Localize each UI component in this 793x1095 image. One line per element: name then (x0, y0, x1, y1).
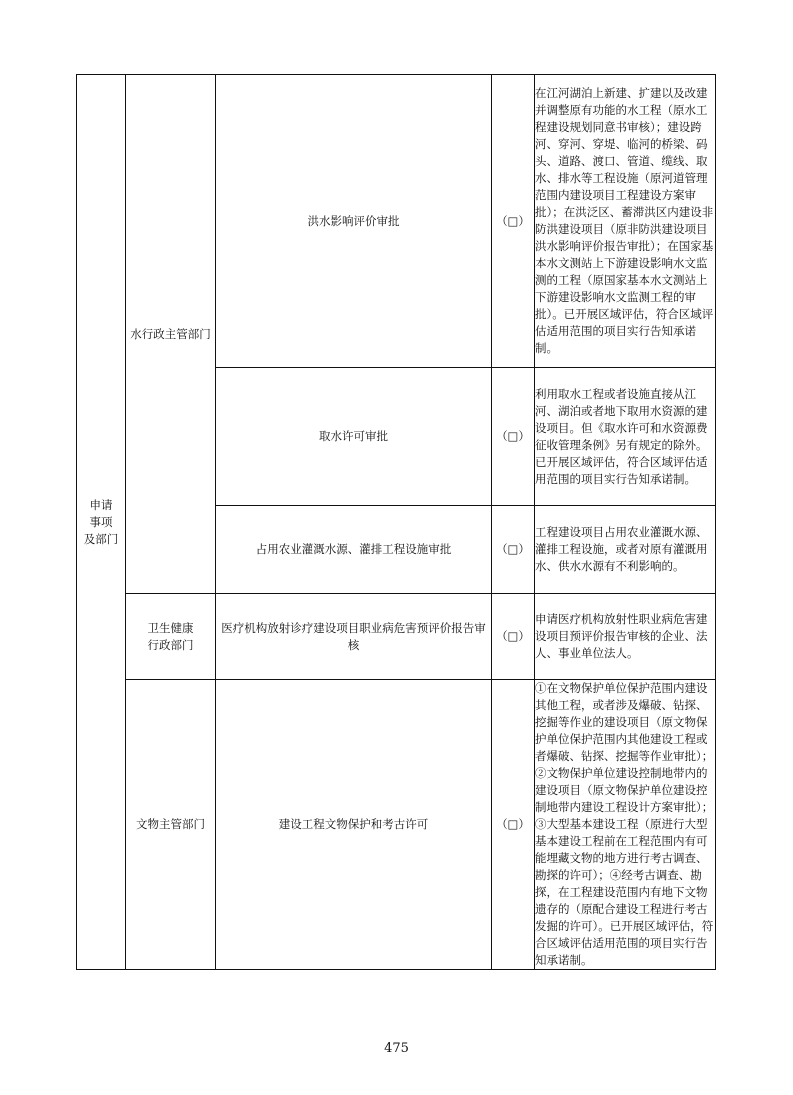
scope-text: 在江河湖泊上新建、扩建以及改建并调整原有功能的水工程（原水工程建设规划同意书审核）；建设跨河、穿河、穿堤、临河的桥梁、码头、道路、渡口、管道、缆线、取水、排水等工程设施（原河道管理范围内建设项目工程建设方案审批）；在洪泛区、蓄滞洪区内建设非防洪建设项目（原非防洪建设项目洪水影响评价报告审批）；在国家基本水文测站上下游建设影响水文监测的工程（原国家基本水文测站上下游建设影响水文监测工程的审批）。已开展区域评估，符合区域评估适用范围的项目实行告知承诺制。 (535, 86, 714, 355)
dept-label: 文物主管部门 (136, 817, 205, 831)
table-row (77, 594, 716, 680)
item-cell (216, 594, 492, 680)
table-row (77, 75, 716, 368)
dept-cell-health (126, 594, 216, 680)
mark-cell (492, 368, 535, 506)
scope-cell (535, 594, 716, 680)
approval-items-table (76, 74, 716, 970)
checkbox-mark: （□） (496, 629, 530, 643)
scope-cell (535, 680, 716, 970)
mark-cell (492, 680, 535, 970)
scope-text: 工程建设项目占用农业灌溉水源、灌排工程设施，或者对原有灌溉用水、供水水源有不利影响的。 (535, 525, 708, 573)
dept-cell-heritage (126, 680, 216, 970)
dept-label: 水行政主管部门 (130, 326, 211, 341)
item-label: 占用农业灌溉水源、灌排工程设施审批 (255, 542, 452, 556)
checkbox-mark: （□） (496, 542, 530, 556)
table-row (77, 680, 716, 970)
item-cell (216, 75, 492, 368)
mark-cell (492, 594, 535, 680)
page-number: 475 (384, 1041, 409, 1056)
checkbox-mark: （□） (496, 213, 530, 228)
scope-cell (535, 75, 716, 368)
mark-cell (492, 506, 535, 594)
dept-label: 卫生健康 行政部门 (147, 620, 194, 652)
category-label: 申请 事项 及部门 (83, 497, 119, 546)
checkbox-mark: （□） (496, 429, 530, 443)
checkbox-mark: （□） (496, 817, 530, 831)
scope-cell (535, 368, 716, 506)
scope-cell (535, 506, 716, 594)
category-cell (77, 75, 126, 970)
item-label: 取水许可审批 (319, 429, 388, 443)
scope-text: ①在文物保护单位保护范围内建设其他工程，或者涉及爆破、钻探、挖掘等作业的建设项目（原文物保护单位保护范围内其他建设工程或者爆破、钻探、挖掘等作业审批）；②文物保护单位建设控制地带内的建设项目（原文物保护单位建设控制地带内建设工程设计方案审批）；③大型基本建设工程（原进行大型基本建设工程前在工程范围内有可能埋藏文物的地方进行考古调查、勘探的许可）；④经考古调查、勘探，在工程建设范围内有地下文物遗存的（原配合建设工程进行考古发掘的许可）。已开展区域评估，符合区域评估适用范围的项目实行告知承诺制。 (535, 681, 714, 967)
item-label: 洪水影响评价审批 (307, 213, 400, 228)
item-cell (216, 368, 492, 506)
dept-cell-water (126, 75, 216, 594)
scope-text: 利用取水工程或者设施直接从江河、湖泊或者地下取用水资源的建设项目。但《取水许可和水资源费征收管理条例》另有规定的除外。 已开展区域评估，符合区域评估适用范围的项目实行告知承诺制。 (535, 386, 708, 486)
item-label: 建设工程文物保护和考古许可 (278, 817, 429, 831)
item-label: 医疗机构放射诊疗建设项目职业病危害预评价报告审核 (221, 620, 486, 652)
scope-text: 申请医疗机构放射性职业病危害建设项目预评价报告审核的企业、法人、事业单位法人。 (535, 612, 708, 660)
item-cell (216, 680, 492, 970)
item-cell (216, 506, 492, 594)
mark-cell (492, 75, 535, 368)
